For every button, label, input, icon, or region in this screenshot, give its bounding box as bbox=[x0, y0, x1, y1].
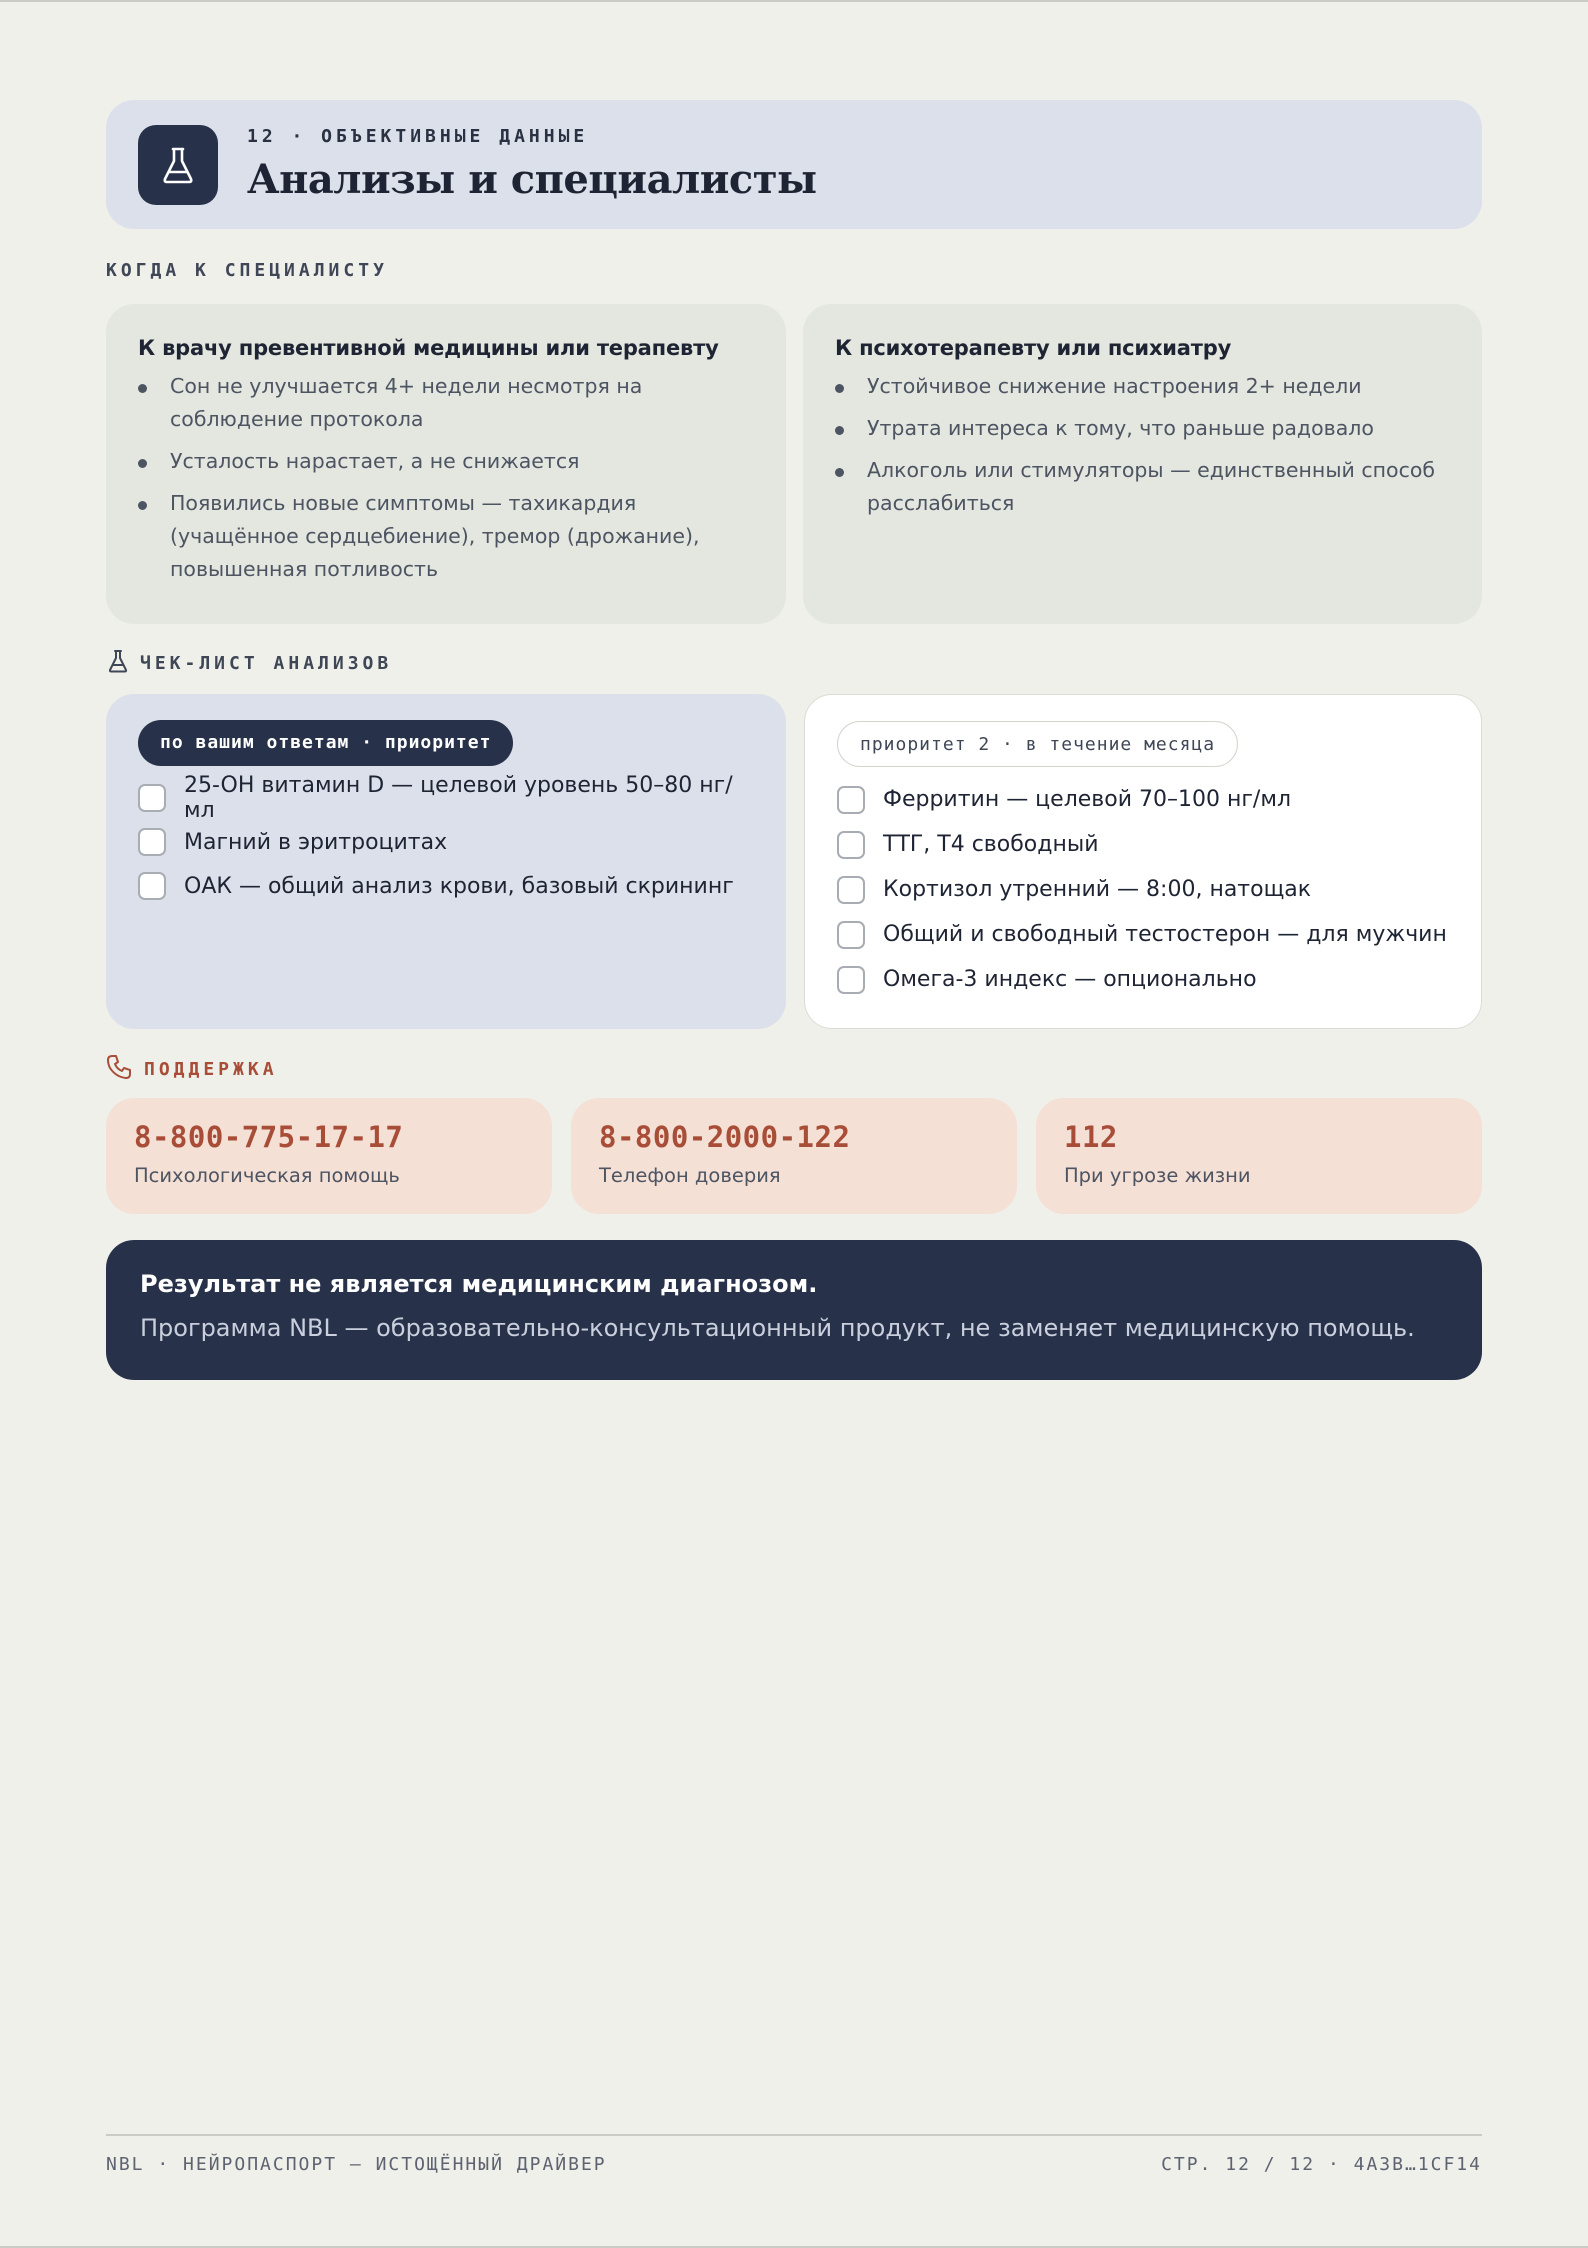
support-section-label bbox=[106, 1054, 278, 1085]
list-item: Усталость нарастает, а не снижается bbox=[138, 445, 754, 478]
support-card-psych-help[interactable] bbox=[106, 1098, 552, 1214]
phone-icon bbox=[106, 1054, 132, 1085]
footer-divider bbox=[106, 2134, 1482, 2136]
list-item: Сон не улучшается 4+ недели несмотря на соблюдение протокола bbox=[138, 370, 754, 436]
checkbox[interactable] bbox=[138, 872, 166, 900]
phone-description: Телефон доверия bbox=[599, 1164, 781, 1187]
checklist-item-label: ОАК — общий анализ крови, базовый скрининг bbox=[184, 873, 734, 899]
checklist-item[interactable] bbox=[138, 773, 754, 823]
section-kicker: 12 · ОБЪЕКТИВНЫЕ ДАННЫЕ bbox=[247, 126, 589, 147]
specialist-symptom-list bbox=[835, 370, 1450, 520]
specialist-symptom-list bbox=[138, 370, 754, 586]
checklist-item[interactable] bbox=[138, 864, 754, 908]
checklist-section-label bbox=[108, 649, 392, 678]
phone-description: Психологическая помощь bbox=[134, 1164, 400, 1187]
specialist-card-title: К психотерапевту или психиатру bbox=[835, 336, 1232, 360]
phone-description: При угрозе жизни bbox=[1064, 1164, 1251, 1187]
checklist-item-label: ТТГ, Т4 свободный bbox=[883, 832, 1099, 857]
page-title: Анализы и специалисты bbox=[247, 156, 817, 203]
checkbox[interactable] bbox=[837, 876, 865, 904]
checkbox[interactable] bbox=[837, 786, 865, 814]
flask-icon bbox=[138, 125, 218, 205]
support-card-trust-line[interactable] bbox=[571, 1098, 1017, 1214]
checklist-label-text: ЧЕК-ЛИСТ АНАЛИЗОВ bbox=[140, 653, 393, 674]
specialist-card-therapist bbox=[106, 304, 786, 624]
checklist-item[interactable] bbox=[138, 820, 754, 864]
priority-badge: приоритет 2 · в течение месяца bbox=[837, 721, 1238, 767]
support-label-text: ПОДДЕРЖКА bbox=[144, 1059, 278, 1080]
specialist-card-title: К врачу превентивной медицины или терапевту bbox=[138, 336, 719, 360]
checklist-item[interactable] bbox=[837, 957, 1449, 1002]
disclaimer-title: Результат не является медицинским диагнозом. bbox=[140, 1270, 818, 1298]
list-item: Алкоголь или стимуляторы — единственный способ расслабиться bbox=[835, 454, 1450, 520]
list-item: Устойчивое снижение настроения 2+ недели bbox=[835, 370, 1450, 403]
checkbox[interactable] bbox=[138, 784, 166, 812]
support-card-emergency[interactable] bbox=[1036, 1098, 1482, 1214]
specialists-section-label bbox=[106, 260, 388, 281]
list-item: Утрата интереса к тому, что раньше радовало bbox=[835, 412, 1450, 445]
footer-page-number: СТР. 12 / 12 · 4A3B…1CF14 bbox=[1161, 2154, 1482, 2175]
checklist-item-label: Магний в эритроцитах bbox=[184, 829, 448, 855]
phone-number[interactable]: 8-800-2000-122 bbox=[599, 1120, 851, 1154]
checklist-item[interactable] bbox=[837, 822, 1449, 867]
specialist-card-psychiatrist bbox=[803, 304, 1482, 624]
checklist-item-label: 25-OH витамин D — целевой уровень 50–80 нг/мл bbox=[184, 773, 733, 823]
checkbox[interactable] bbox=[138, 828, 166, 856]
flask-icon bbox=[108, 649, 128, 678]
checkbox[interactable] bbox=[837, 966, 865, 994]
checkbox[interactable] bbox=[837, 831, 865, 859]
checklist-secondary-card bbox=[804, 694, 1482, 1029]
checkbox[interactable] bbox=[837, 921, 865, 949]
section-header bbox=[106, 100, 1482, 229]
disclaimer-text: Программа NBL — образовательно-консультационный продукт, не заменяет медицинскую помощь. bbox=[140, 1314, 1415, 1342]
footer-title: NBL · НЕЙРОПАСПОРТ — ИСТОЩЁННЫЙ ДРАЙВЕР bbox=[106, 2154, 607, 2175]
checklist-item-label: Омега-3 индекс — опционально bbox=[883, 967, 1257, 992]
checklist-priority-card bbox=[106, 694, 786, 1029]
checklist-item-label: Ферритин — целевой 70–100 нг/мл bbox=[883, 787, 1291, 812]
specialists-label-text: КОГДА К СПЕЦИАЛИСТУ bbox=[106, 260, 388, 281]
checklist-item-label: Кортизол утренний — 8:00, натощак bbox=[883, 877, 1312, 902]
checklist-item[interactable] bbox=[837, 912, 1449, 957]
priority-badge: по вашим ответам · приоритет bbox=[138, 720, 513, 766]
phone-number[interactable]: 8-800-775-17-17 bbox=[134, 1120, 404, 1154]
phone-number[interactable]: 112 bbox=[1064, 1120, 1118, 1154]
checklist-item-label: Общий и свободный тестостерон — для мужчин bbox=[883, 922, 1447, 947]
disclaimer-banner bbox=[106, 1240, 1482, 1380]
checklist-item[interactable] bbox=[837, 867, 1449, 912]
list-item: Появились новые симптомы — тахикардия (учащённое сердцебиение), тремор (дрожание), повышенная потливость bbox=[138, 487, 754, 586]
checklist-item[interactable] bbox=[837, 777, 1449, 822]
